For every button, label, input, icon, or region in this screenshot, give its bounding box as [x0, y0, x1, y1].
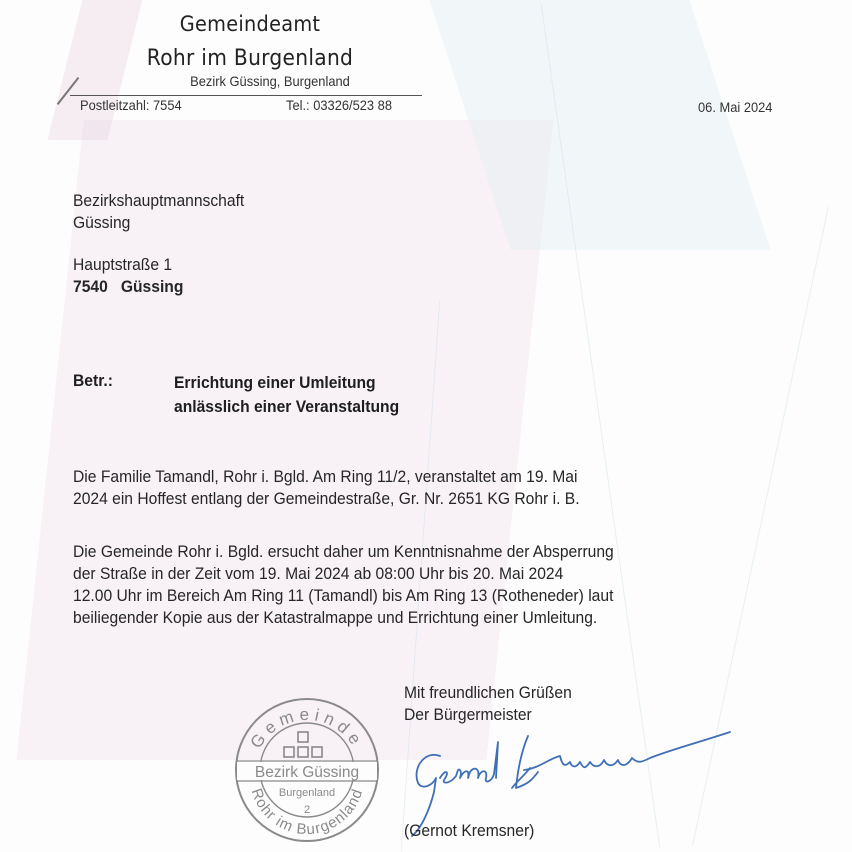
- letterhead-divider: [70, 95, 422, 96]
- body-line: beiliegender Kopie aus der Katastralmappe und Errichtung einer Umleitung.: [73, 608, 598, 627]
- body-line: 12.00 Uhr im Bereich Am Ring 11 (Tamandl) bis Am Ring 13 (Rotheneder) laut: [73, 586, 614, 605]
- svg-text:Bezirk Güssing: Bezirk Güssing: [254, 764, 360, 781]
- letterhead-phone: Tel.: 03326/523 88: [286, 97, 393, 113]
- svg-text:Gemeinde: Gemeinde: [246, 704, 368, 752]
- subject: [174, 371, 419, 419]
- body-paragraph-1: [73, 466, 624, 510]
- body-paragraph-2: [73, 541, 661, 629]
- subject-line-2: anlässlich einer Veranstaltung: [174, 397, 400, 416]
- letterhead-district: Bezirk Güssing, Burgenland: [190, 73, 350, 89]
- recipient-postcode: 7540: [73, 277, 108, 296]
- svg-text:Burgenland: Burgenland: [278, 787, 336, 799]
- body-line: der Straße in der Zeit vom 19. Mai 2024 ab 08:00 Uhr bis 20. Mai 2024: [73, 564, 564, 583]
- letterhead: [75, 8, 425, 89]
- letter-date: 06. Mai 2024: [698, 99, 773, 115]
- recipient-postal: [73, 254, 193, 298]
- recipient-street: Hauptstraße 1: [73, 255, 173, 274]
- body-line: 2024 ein Hoffest entlang der Gemeindestraße, Gr. Nr. 2651 KG Rohr i. B.: [73, 489, 580, 508]
- closing: [404, 682, 586, 726]
- body-line: Die Gemeinde Rohr i. Bgld. ersucht daher um Kenntnisnahme der Absperrung: [73, 542, 614, 561]
- official-stamp-icon: [232, 695, 382, 845]
- recipient-city: Güssing: [120, 277, 184, 296]
- letterhead-office: Gemeindeamt: [179, 12, 321, 36]
- svg-text:2: 2: [303, 804, 311, 816]
- closing-role: Der Bürgermeister: [404, 705, 532, 724]
- letterhead-slash-mark: [57, 77, 80, 105]
- letterhead-municipality: Rohr im Burgenland: [146, 46, 354, 71]
- signatory-name-text: (Gernot Kremsner): [404, 821, 535, 840]
- recipient-authority: Bezirkshauptmannschaft: [73, 191, 245, 210]
- recipient-address: [73, 190, 259, 234]
- recipient-authority-city: Güssing: [73, 213, 131, 232]
- signatory-name: [404, 820, 546, 842]
- body-line: Die Familie Tamandl, Rohr i. Bgld. Am Ring 11/2, veranstaltet am 19. Mai: [73, 467, 578, 486]
- closing-greeting: Mit freundlichen Grüßen: [404, 683, 572, 702]
- svg-text:Rohr im Burgenland: Rohr im Burgenland: [247, 786, 367, 839]
- subject-label: Betr.:: [73, 371, 113, 390]
- recipient-city-line: [73, 276, 183, 298]
- letterhead-postcode: Postleitzahl: 7554: [80, 97, 182, 113]
- subject-line-1: Errichtung einer Umleitung: [174, 373, 376, 392]
